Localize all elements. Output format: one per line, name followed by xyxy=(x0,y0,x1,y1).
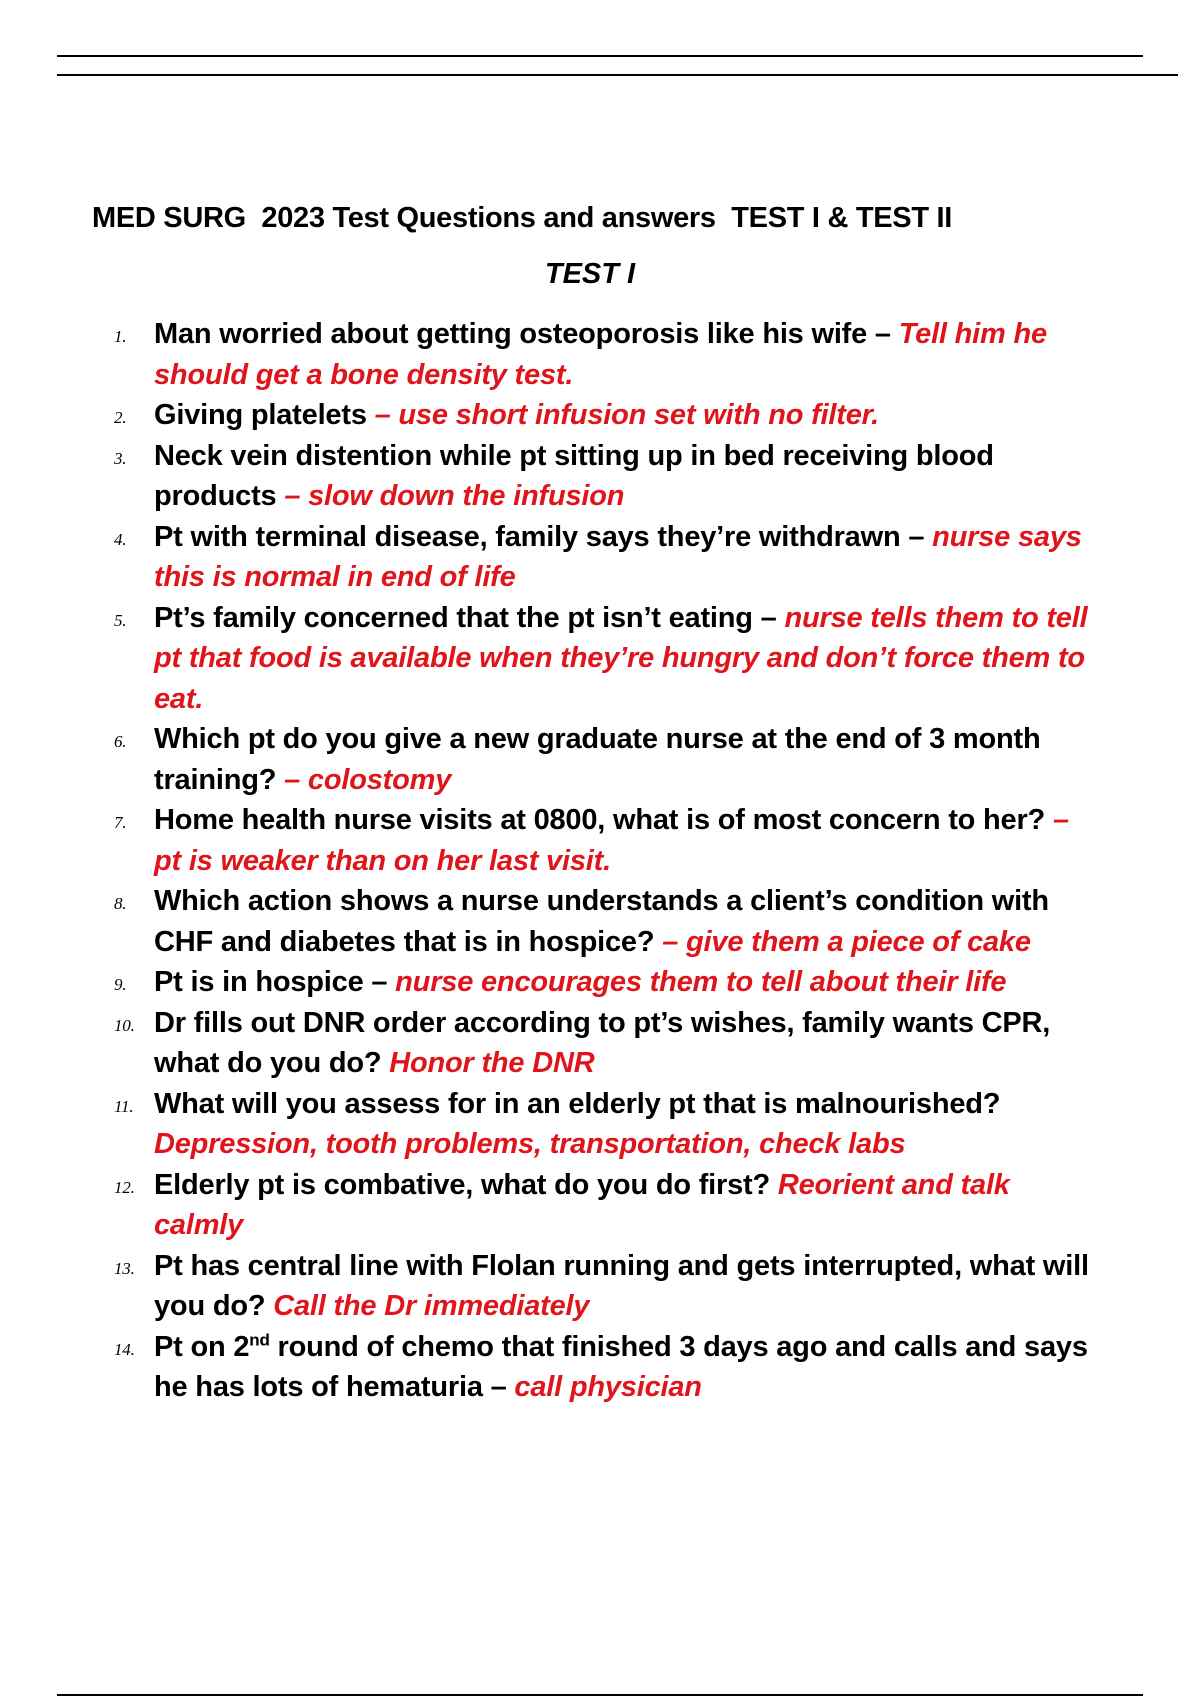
answer-text: nurse says this is normal in end of life xyxy=(154,520,1082,593)
question-item-2 xyxy=(100,395,1100,436)
question-text: Dr fills out DNR order according to pt’s wishes, family wants CPR, what do you do? xyxy=(154,1006,1051,1079)
document-title: MED SURG 2023 Test Questions and answers TEST I & TEST II xyxy=(92,202,953,234)
question-text: round of chemo that finished 3 days ago and calls and says he has lots of hematuria – xyxy=(154,1330,1088,1403)
question-number: 7. xyxy=(114,813,127,832)
header-rule-top xyxy=(57,55,1143,57)
answer-text: Reorient and talk calmly xyxy=(154,1168,1010,1241)
question-item-8 xyxy=(100,881,1100,962)
question-text: Pt is in hospice – xyxy=(154,966,396,998)
question-text: Pt with terminal disease, family says they’re withdrawn – xyxy=(154,520,933,553)
question-number: 13. xyxy=(114,1258,135,1278)
question-item-7 xyxy=(100,800,1100,881)
question-text: Which pt do you give a new graduate nurse at the end of 3 month training? xyxy=(154,723,1041,796)
question-item-3 xyxy=(100,436,1100,517)
question-text: What will you assess for in an elderly pt that is malnourished? xyxy=(154,1087,1001,1120)
question-item-5 xyxy=(100,598,1100,720)
answer-text: Depression, tooth problems, transportation, check labs xyxy=(154,1128,906,1160)
question-number: 9. xyxy=(114,975,127,994)
ordinal-suffix: nd xyxy=(249,1329,270,1349)
question-number: 4. xyxy=(114,529,127,549)
question-item-1 xyxy=(100,314,1100,395)
answer-text: Tell him he should get a bone density test. xyxy=(154,318,1047,391)
question-text: Which action shows a nurse understands a client’s condition with CHF and diabetes that is in hospice? xyxy=(154,885,1049,958)
question-text: Neck vein distention while pt sitting up in bed receiving blood products xyxy=(154,439,994,512)
question-number: 5. xyxy=(114,610,127,630)
question-item-14 xyxy=(100,1327,1100,1408)
question-list xyxy=(100,314,1100,1408)
question-number: 3. xyxy=(114,448,127,468)
question-item-6 xyxy=(100,719,1100,800)
question-item-10 xyxy=(100,1003,1100,1084)
answer-text: – use short infusion set with no filter. xyxy=(374,399,879,431)
answer-text: Call the Dr immediately xyxy=(273,1290,590,1322)
question-text: Pt’s family concerned that the pt isn’t eating – xyxy=(154,601,785,634)
section-subtitle: TEST I xyxy=(544,258,636,290)
question-number: 14. xyxy=(114,1339,135,1359)
question-item-13 xyxy=(100,1246,1100,1327)
answer-text: call physician xyxy=(514,1371,702,1403)
question-text: Pt has central line with Flolan running and gets interrupted, what will you do? xyxy=(154,1249,1089,1322)
question-item-4 xyxy=(100,517,1100,598)
question-number: 1. xyxy=(114,327,127,346)
question-number: 8. xyxy=(114,894,127,913)
question-item-9 xyxy=(100,962,1100,1003)
question-item-11 xyxy=(100,1084,1100,1165)
answer-text: nurse encourages them to tell about their life xyxy=(395,966,1007,998)
question-text: Man worried about getting osteoporosis like his wife – xyxy=(154,318,899,350)
question-text: Giving platelets xyxy=(154,399,375,431)
question-number: 10. xyxy=(114,1015,135,1035)
question-text: Home health nurse visits at 0800, what is of most concern to her? xyxy=(154,804,1053,836)
answer-text: – colostomy xyxy=(284,763,452,796)
question-number: 6. xyxy=(114,732,127,751)
answer-text: Honor the DNR xyxy=(389,1047,595,1079)
question-text: Elderly pt is combative, what do you do first? xyxy=(154,1168,778,1201)
question-number: 11. xyxy=(114,1096,134,1116)
answer-text: nurse tells them to tell pt that food is available when they’re hungry and don’t force them to eat. xyxy=(154,601,1088,715)
question-text-prefix: Pt on 2 xyxy=(154,1330,250,1363)
answer-text: – give them a piece of cake xyxy=(662,925,1031,958)
header-rule-second xyxy=(57,74,1178,76)
footer-rule xyxy=(57,1694,1143,1696)
answer-text: – pt is weaker than on her last visit. xyxy=(154,804,1069,877)
question-number: 2. xyxy=(114,408,127,427)
question-item-12 xyxy=(100,1165,1100,1246)
question-number: 12. xyxy=(114,1177,135,1197)
answer-text: – slow down the infusion xyxy=(284,480,625,512)
